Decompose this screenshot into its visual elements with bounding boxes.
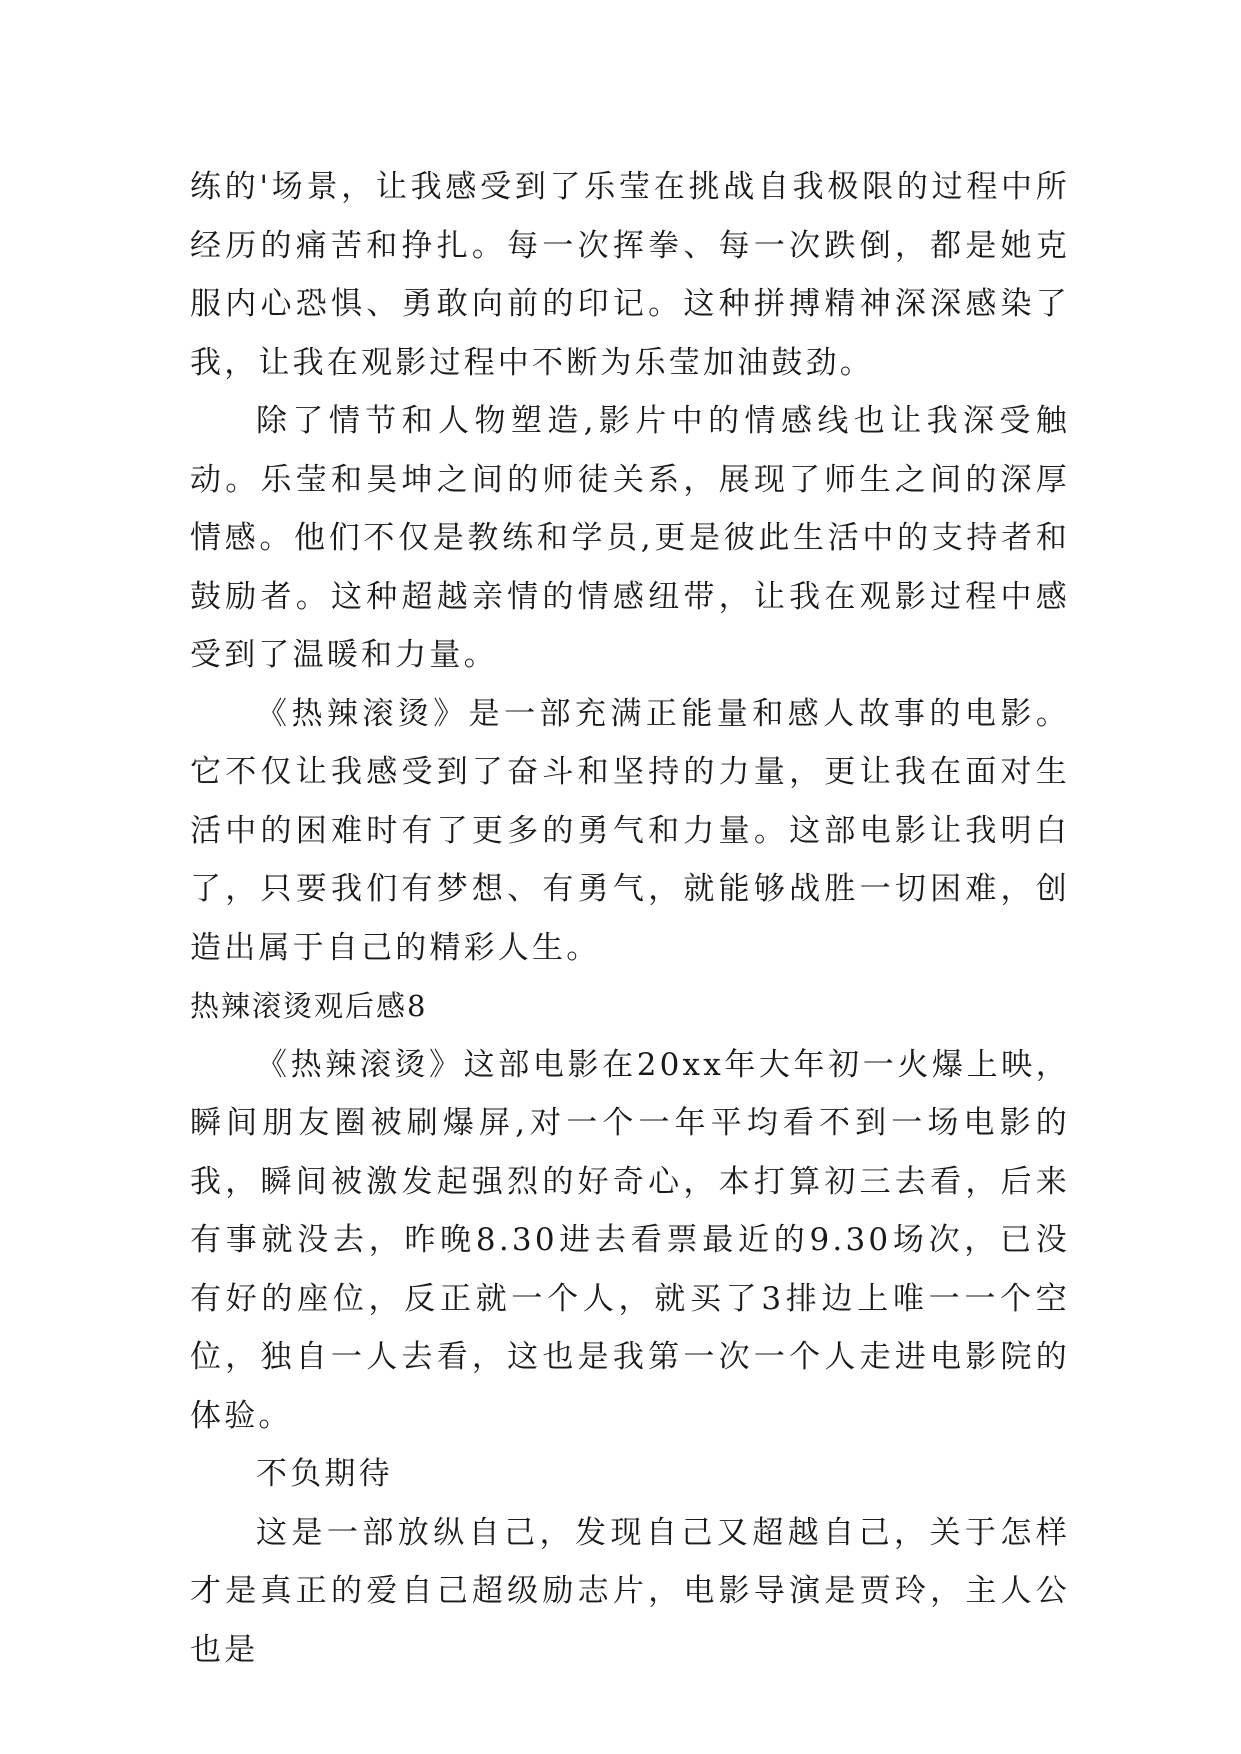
section-paragraph-2: 不负期待: [256, 1456, 393, 1492]
document-body: [190, 158, 1070, 1679]
section-paragraph-1: 《热辣滚烫》这部电影在20xx年大年初一火爆上映，瞬间朋友圈被刷爆屏,对一个一年平均看不到一场电影的我，瞬间被激发起强烈的好奇心，本打算初三去看，后来有事就没去，昨晚8.30进去看票最近的9.30场次，已没有好的座位，反正就一个人，就买了3排边上唯一一个空位，独自一人去看，这也是我第一次一个人走进电影院的体验。: [190, 1046, 1070, 1434]
section-paragraph-3: 这是一部放纵自己，发现自己又超越自己，关于怎样才是真正的爱自己超级励志片，电影导演是贾玲，主人公也是: [190, 1514, 1070, 1668]
section-heading: 热辣滚烫观后感8: [190, 989, 428, 1023]
paragraph-2: 除了情节和人物塑造,影片中的情感线也让我深受触动。乐莹和昊坤之间的师徒关系，展现了师生之间的深厚情感。他们不仅是教练和学员,更是彼此生活中的支持者和鼓励者。这种超越亲情的情感纽带，让我在观影过程中感受到了温暖和力量。: [190, 403, 1070, 673]
paragraph-3: 《热辣滚烫》是一部充满正能量和感人故事的电影。它不仅让我感受到了奋斗和坚持的力量，更让我在面对生活中的困难时有了更多的勇气和力量。这部电影让我明白了，只要我们有梦想、有勇气，就能够战胜一切困难，创造出属于自己的精彩人生。: [190, 695, 1070, 966]
paragraph-1: 练的'场景，让我感受到了乐莹在挑战自我极限的过程中所经历的痛苦和挣扎。每一次挥拳、每一次跌倒，都是她克服内心恐惧、勇敢向前的印记。这种拼搏精神深深感染了我，让我在观影过程中不断为乐莹加油鼓劲。: [190, 169, 1070, 381]
